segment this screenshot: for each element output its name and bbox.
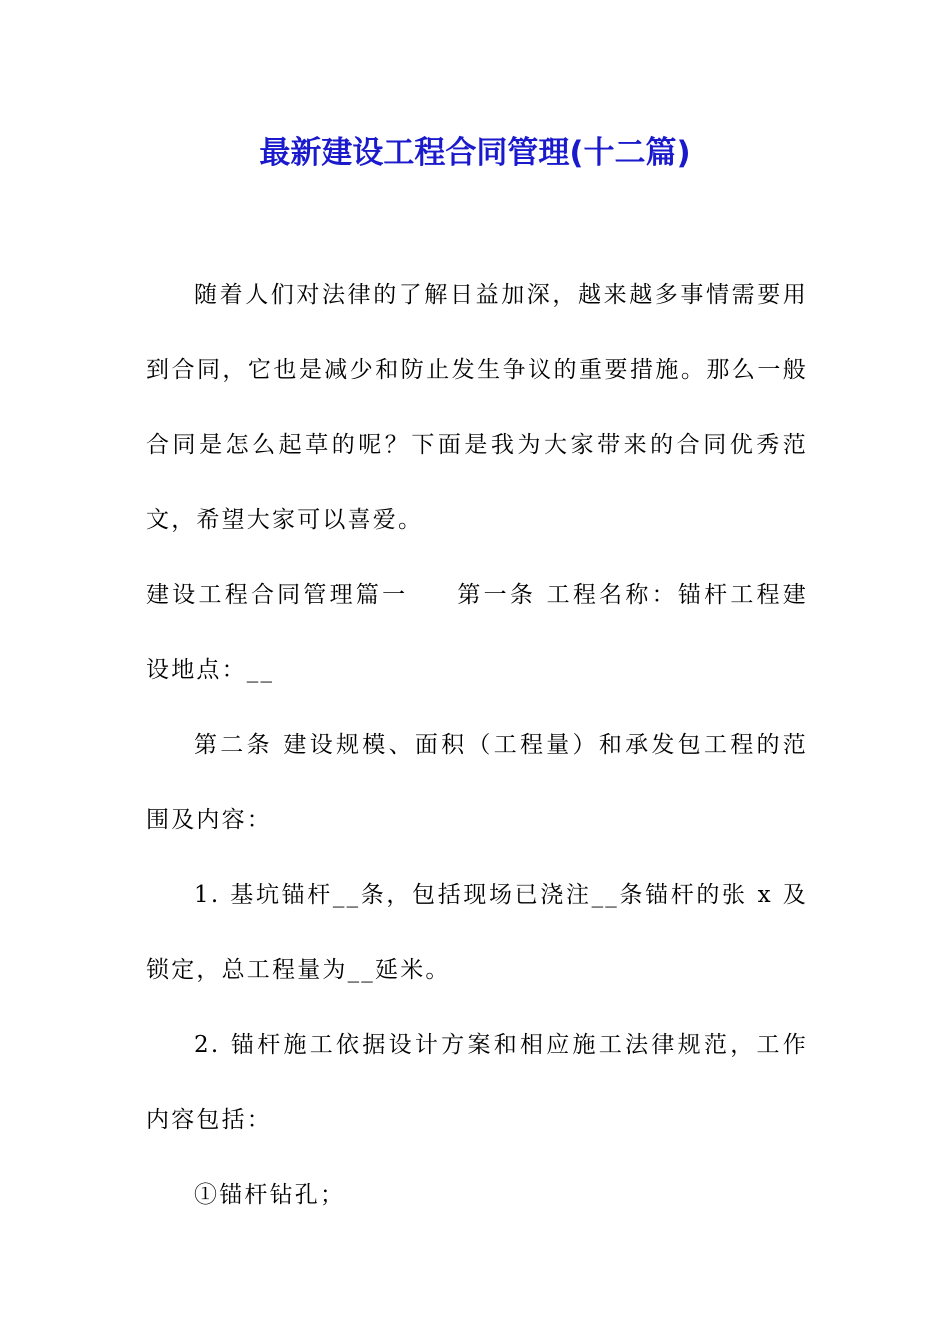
intro-paragraph: 随着人们对法律的了解日益加深，越来越多事情需要用到合同，它也是减少和防止发生争议的重要措施。那么一般合同是怎么起草的呢？下面是我为大家带来的合同优秀范文，希望大家可以喜爱。 xyxy=(146,282,808,533)
sub-item-one-paragraph: ①锚杆钻孔； xyxy=(194,1182,346,1208)
item-two-paragraph: 2. 锚杆施工依据设计方案和相应施工法律规范，工作内容包括： xyxy=(146,1032,808,1133)
article-one-text: 第一条 工程名称：锚杆工程建设地点：__ xyxy=(146,582,808,683)
item-one-paragraph: 1. 基坑锚杆__条，包括现场已浇注__条锚杆的张 x 及锁定，总工程量为__延米。 xyxy=(146,882,808,983)
document-body xyxy=(146,258,808,1233)
article-one-paragraph xyxy=(146,558,808,708)
document-title: 最新建设工程合同管理(十二篇) xyxy=(259,135,691,171)
section-heading: 建设工程合同管理篇一 xyxy=(146,582,409,608)
article-two-paragraph: 第二条 建设规模、面积（工程量）和承发包工程的范围及内容： xyxy=(146,732,808,833)
